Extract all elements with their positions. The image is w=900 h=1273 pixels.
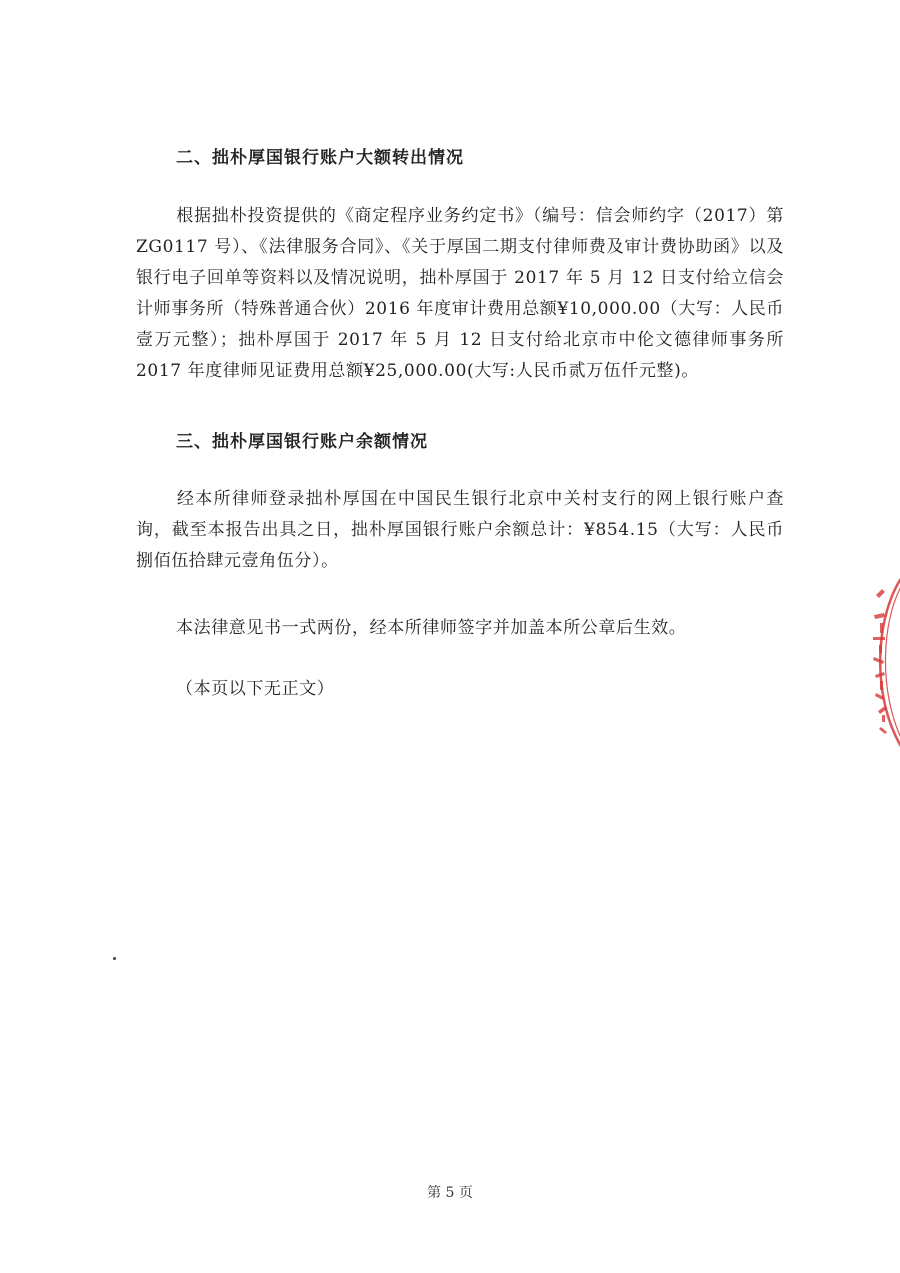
no-text-note-text: （本页以下无正文）	[176, 679, 335, 699]
stray-dot	[113, 957, 116, 960]
section-2-paragraph	[136, 201, 784, 387]
section-2-text: 根据拙朴投资提供的《商定程序业务约定书》（编号：信会师约字（2017）第 ZG0117 号）、《法律服务合同》、《关于厚国二期支付律师费及审计费协助函》以及银行电子回单等资料以及情况说明，拙朴厚国于 2017 年 5 月 12 日支付给立信会计师事务所（特殊普通合伙）2016 年度审计费用总额¥10,000.00（大写：人民币壹万元整）；拙朴厚国于 2017 年 5 月 12 日支付给北京市中伦文德律师事务所 2017 年度律师见证费用总额¥25,000.00(大写:人民币贰万伍仟元整)。	[136, 206, 784, 381]
section-3-text: 经本所律师登录拙朴厚国在中国民生银行北京中关村支行的网上银行账户查询，截至本报告出具之日，拙朴厚国银行账户余额总计：¥854.15（大写：人民币捌佰伍拾肆元壹角伍分）。	[136, 489, 784, 571]
section-2-heading: 二、拙朴厚国银行账户大额转出情况	[176, 148, 464, 168]
official-seal-stamp	[862, 575, 900, 750]
page-number: 第 5 页	[427, 1185, 473, 1201]
section-3-paragraph	[136, 484, 784, 577]
no-text-note	[136, 674, 784, 705]
closing-statement	[136, 613, 784, 644]
section-3-heading: 三、拙朴厚国银行账户余额情况	[176, 432, 428, 452]
closing-statement-text: 本法律意见书一式两份，经本所律师签字并加盖本所公章后生效。	[176, 618, 687, 638]
seal-icon	[862, 575, 900, 750]
